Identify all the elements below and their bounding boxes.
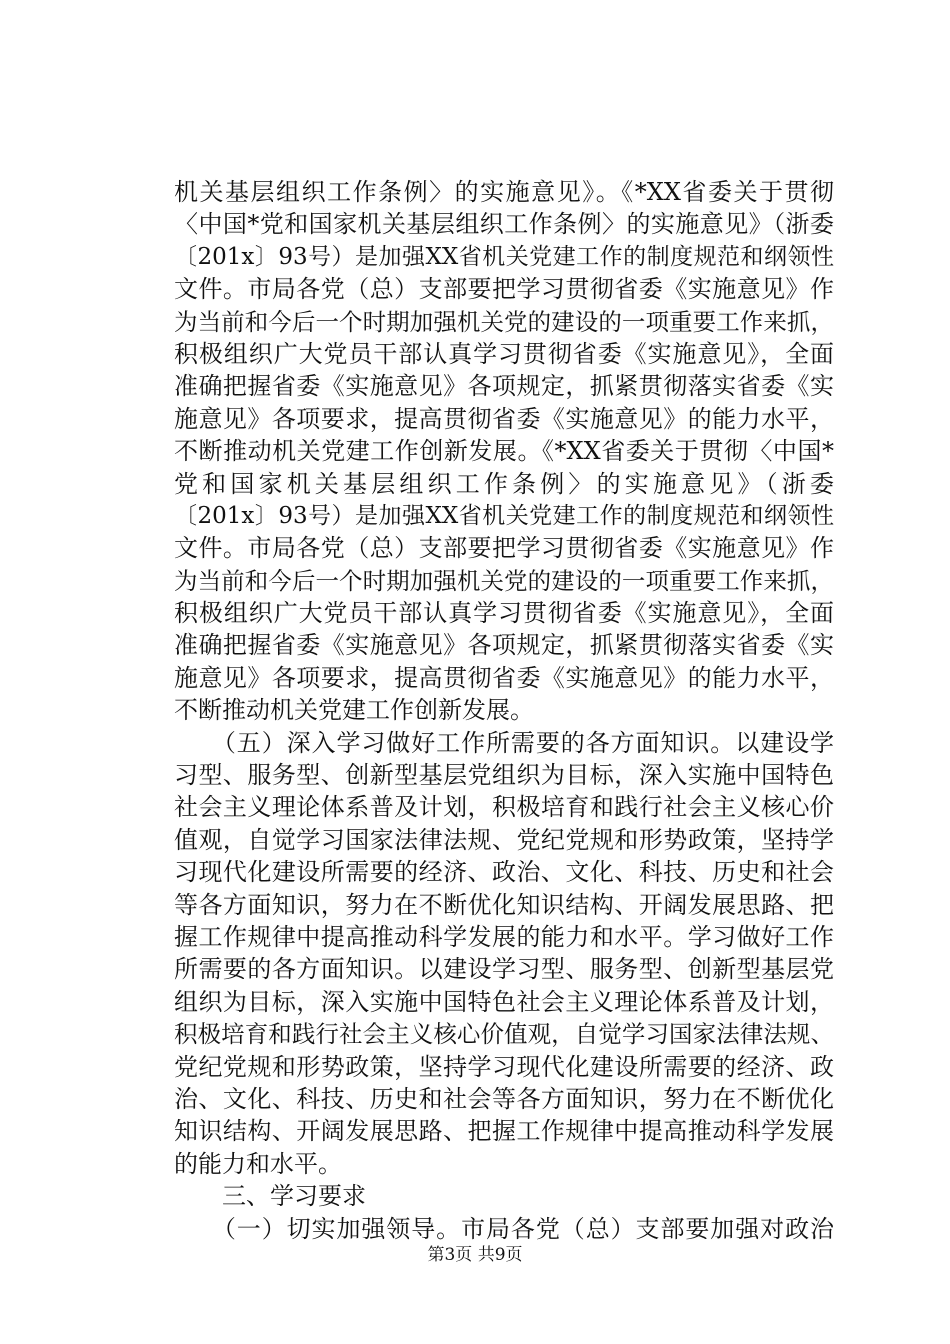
text-line-14: 积极组织广大党员干部认真学习贯彻省委《实施意见》，全面 <box>174 599 834 628</box>
text-line-30: 知识结构、开阔发展思路、把握工作规律中提高推动科学发展 <box>174 1117 834 1146</box>
text-line-12: 文件。市局各党（总）支部要把学习贯彻省委《实施意见》作 <box>174 534 834 563</box>
text-line-5: 为当前和今后一个时期加强机关党的建设的一项重要工作来抓， <box>174 307 834 336</box>
text-line-31: 的能力和水平。 <box>174 1149 342 1178</box>
text-line-9: 不断推动机关党建工作创新发展。《*XX省委关于贯彻〈中国* <box>174 437 834 466</box>
text-line-18: （五）深入学习做好工作所需要的各方面知识。以建设学 <box>174 728 834 757</box>
text-line-29: 治、文化、科技、历史和社会等各方面知识，努力在不断优化 <box>174 1084 834 1113</box>
text-line-19: 习型、服务型、创新型基层党组织为目标，深入实施中国特色 <box>174 761 834 790</box>
text-line-26: 组织为目标，深入实施中国特色社会主义理论体系普及计划， <box>174 987 834 1016</box>
text-line-11: 〔201x〕93号）是加强XX省机关党建工作的制度规范和纲领性 <box>174 502 834 529</box>
page-footer <box>0 1244 950 1266</box>
text-line-33: （一）切实加强领导。市局各党（总）支部要加强对政治 <box>174 1214 834 1243</box>
text-line-2: 〈中国*党和国家机关基层组织工作条例〉的实施意见》（浙委 <box>174 210 834 239</box>
text-line-20: 社会主义理论体系普及计划，积极培育和践行社会主义核心价 <box>174 793 834 822</box>
text-line-25: 所需要的各方面知识。以建设学习型、服务型、创新型基层党 <box>174 955 834 984</box>
text-line-27: 积极培育和践行社会主义核心价值观，自觉学习国家法律法规、 <box>174 1020 834 1049</box>
text-line-28: 党纪党规和形势政策，坚持学习现代化建设所需要的经济、政 <box>174 1052 834 1081</box>
text-line-4: 文件。市局各党（总）支部要把学习贯彻省委《实施意见》作 <box>174 275 834 304</box>
text-line-3: 〔201x〕93号）是加强XX省机关党建工作的制度规范和纲领性 <box>174 243 834 270</box>
text-line-15: 准确把握省委《实施意见》各项规定，抓紧贯彻落实省委《实 <box>174 631 834 660</box>
text-line-8: 施意见》各项要求，提高贯彻省委《实施意见》的能力水平， <box>174 404 834 433</box>
text-line-1: 机关基层组织工作条例〉的实施意见》。《*XX省委关于贯彻 <box>174 178 834 206</box>
text-line-22: 习现代化建设所需要的经济、政治、文化、科技、历史和社会 <box>174 858 834 887</box>
text-line-10: 党和国家机关基层组织工作条例〉的实施意见》（浙委 <box>174 469 834 498</box>
body-text <box>174 176 834 1245</box>
section-heading: 三、学习要求 <box>174 1182 366 1211</box>
text-line-24: 握工作规律中提高推动科学发展的能力和水平。学习做好工作 <box>174 922 834 951</box>
text-line-6: 积极组织广大党员干部认真学习贯彻省委《实施意见》，全面 <box>174 339 834 368</box>
text-line-13: 为当前和今后一个时期加强机关党的建设的一项重要工作来抓， <box>174 566 834 595</box>
text-line-21: 值观，自觉学习国家法律法规、党纪党规和形势政策，坚持学 <box>174 825 834 854</box>
text-line-16: 施意见》各项要求，提高贯彻省委《实施意见》的能力水平， <box>174 663 834 692</box>
page-number-label: 第3页 共9页 <box>427 1245 523 1265</box>
text-line-23: 等各方面知识，努力在不断优化知识结构、开阔发展思路、把 <box>174 890 834 919</box>
text-line-17: 不断推动机关党建工作创新发展。 <box>174 696 534 725</box>
text-line-7: 准确把握省委《实施意见》各项规定，抓紧贯彻落实省委《实 <box>174 372 834 401</box>
